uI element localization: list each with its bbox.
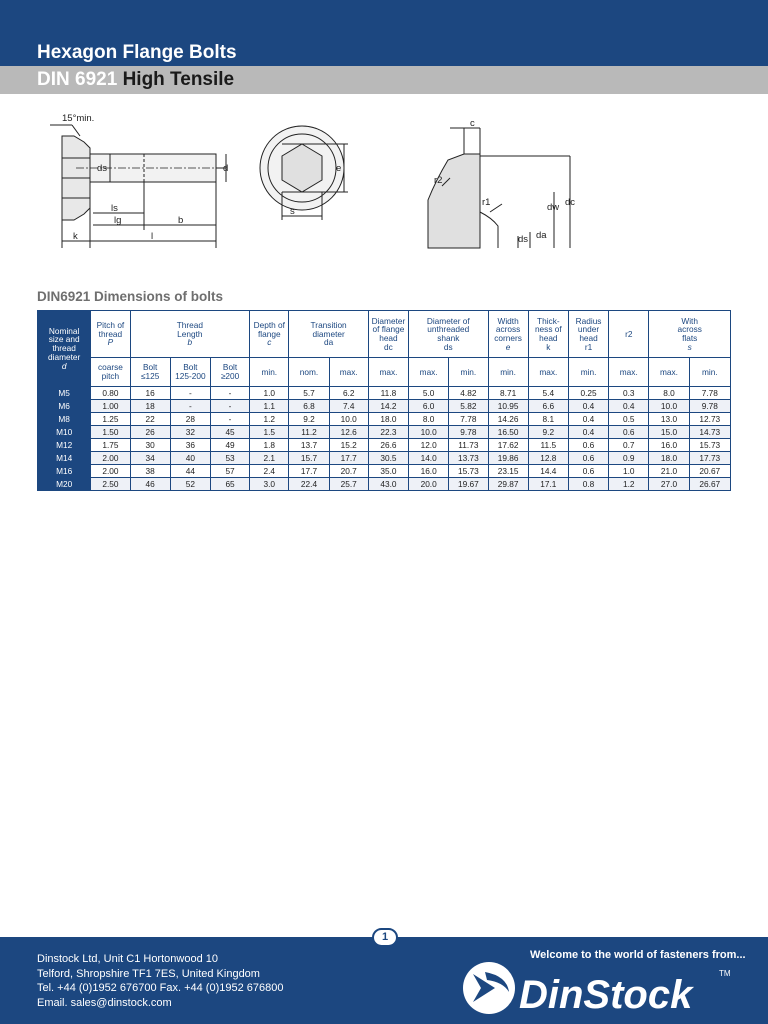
size-cell: M8 bbox=[38, 413, 91, 426]
value-cell: 20.7 bbox=[329, 465, 368, 478]
value-cell: 17.62 bbox=[488, 439, 528, 452]
size-cell: M6 bbox=[38, 400, 91, 413]
value-cell: 1.50 bbox=[91, 426, 130, 439]
value-cell: 18.0 bbox=[649, 452, 689, 465]
value-cell: 1.0 bbox=[250, 387, 289, 400]
subtitle-band bbox=[0, 66, 768, 94]
value-cell: 9.78 bbox=[449, 426, 488, 439]
value-cell: 21.0 bbox=[649, 465, 689, 478]
value-cell: 26.67 bbox=[689, 478, 730, 491]
value-cell: 22.3 bbox=[368, 426, 408, 439]
value-cell: 17.7 bbox=[329, 452, 368, 465]
table-row bbox=[38, 413, 731, 426]
value-cell: 6.8 bbox=[289, 400, 329, 413]
value-cell: 0.3 bbox=[609, 387, 649, 400]
dinstock-logo bbox=[459, 952, 739, 1018]
value-cell: 15.7 bbox=[289, 452, 329, 465]
header-flange-diameter: Diameter of flange head dc bbox=[368, 311, 408, 358]
subheader-corners-min: min. bbox=[488, 358, 528, 387]
subheader-transition-nom: nom. bbox=[289, 358, 329, 387]
subheader-radius-min: min. bbox=[568, 358, 608, 387]
value-cell: 1.1 bbox=[250, 400, 289, 413]
value-cell: 5.7 bbox=[289, 387, 329, 400]
value-cell: 11.5 bbox=[528, 439, 568, 452]
size-cell: M14 bbox=[38, 452, 91, 465]
value-cell: 1.75 bbox=[91, 439, 130, 452]
value-cell: 9.2 bbox=[289, 413, 329, 426]
value-cell: 57 bbox=[210, 465, 249, 478]
subheader-depth-min: min. bbox=[250, 358, 289, 387]
value-cell: 0.4 bbox=[568, 400, 608, 413]
value-cell: 38 bbox=[130, 465, 170, 478]
table-row bbox=[38, 452, 731, 465]
trademark-mark: TM bbox=[719, 969, 731, 978]
section-title: DIN6921 Dimensions of bolts bbox=[37, 289, 224, 304]
label-d: d bbox=[223, 163, 229, 174]
value-cell: 15.73 bbox=[449, 465, 488, 478]
value-cell: 30.5 bbox=[368, 452, 408, 465]
value-cell: 1.5 bbox=[250, 426, 289, 439]
header-shank-diameter: Diameter of unthreaded shank ds bbox=[409, 311, 488, 358]
value-cell: 34 bbox=[130, 452, 170, 465]
value-cell: 1.00 bbox=[91, 400, 130, 413]
value-cell: 5.0 bbox=[409, 387, 449, 400]
value-cell: 1.8 bbox=[250, 439, 289, 452]
value-cell: 26 bbox=[130, 426, 170, 439]
value-cell: 49 bbox=[210, 439, 249, 452]
value-cell: 2.4 bbox=[250, 465, 289, 478]
value-cell: 16.50 bbox=[488, 426, 528, 439]
label-dw: dw bbox=[547, 202, 560, 213]
value-cell: 32 bbox=[170, 426, 210, 439]
standard-label: DIN 6921 bbox=[37, 69, 118, 90]
value-cell: 19.86 bbox=[488, 452, 528, 465]
subheader-bolt-200: Bolt ≥200 bbox=[210, 358, 249, 387]
label-angle: 15°min. bbox=[62, 113, 95, 124]
header-head-thickness: Thick- ness of head k bbox=[528, 311, 568, 358]
value-cell: 14.26 bbox=[488, 413, 528, 426]
value-cell: 14.2 bbox=[368, 400, 408, 413]
value-cell: 8.0 bbox=[649, 387, 689, 400]
value-cell: - bbox=[170, 400, 210, 413]
table-row bbox=[38, 426, 731, 439]
label-ls: ls bbox=[111, 203, 118, 214]
value-cell: 12.0 bbox=[409, 439, 449, 452]
value-cell: 18.0 bbox=[368, 413, 408, 426]
subheader-transition-max: max. bbox=[329, 358, 368, 387]
value-cell: 9.2 bbox=[528, 426, 568, 439]
value-cell: 16 bbox=[130, 387, 170, 400]
header-r2: r2 bbox=[609, 311, 649, 358]
table-row bbox=[38, 400, 731, 413]
value-cell: 23.15 bbox=[488, 465, 528, 478]
value-cell: 0.6 bbox=[568, 439, 608, 452]
value-cell: 28 bbox=[170, 413, 210, 426]
value-cell: 27.0 bbox=[649, 478, 689, 491]
value-cell: 7.4 bbox=[329, 400, 368, 413]
value-cell: 10.95 bbox=[488, 400, 528, 413]
subheader-shank-min: min. bbox=[449, 358, 488, 387]
value-cell: 14.0 bbox=[409, 452, 449, 465]
value-cell: 11.2 bbox=[289, 426, 329, 439]
address-line: Telford, Shropshire TF1 7ES, United Kingdom bbox=[37, 967, 260, 980]
value-cell: 17.1 bbox=[528, 478, 568, 491]
value-cell: 1.2 bbox=[250, 413, 289, 426]
value-cell: 22.4 bbox=[289, 478, 329, 491]
value-cell: 9.78 bbox=[689, 400, 730, 413]
value-cell: 1.2 bbox=[609, 478, 649, 491]
value-cell: 20.67 bbox=[689, 465, 730, 478]
value-cell: 10.0 bbox=[649, 400, 689, 413]
value-cell: 10.0 bbox=[409, 426, 449, 439]
table-row bbox=[38, 439, 731, 452]
value-cell: 0.9 bbox=[609, 452, 649, 465]
label-dc: dc bbox=[565, 197, 576, 208]
grade-label: High Tensile bbox=[122, 69, 235, 90]
value-cell: 6.0 bbox=[409, 400, 449, 413]
header-width-across-corners: Width across corners e bbox=[488, 311, 528, 358]
value-cell: 0.5 bbox=[609, 413, 649, 426]
value-cell: 3.0 bbox=[250, 478, 289, 491]
value-cell: 13.7 bbox=[289, 439, 329, 452]
value-cell: 17.7 bbox=[289, 465, 329, 478]
value-cell: 14.73 bbox=[689, 426, 730, 439]
value-cell: 8.1 bbox=[528, 413, 568, 426]
page-title: Hexagon Flange Bolts bbox=[37, 42, 237, 63]
value-cell: 16.0 bbox=[409, 465, 449, 478]
header-thread-length: Thread Length b bbox=[130, 311, 250, 358]
value-cell: 15.73 bbox=[689, 439, 730, 452]
page-header bbox=[0, 0, 768, 94]
bolt-technical-drawings bbox=[30, 108, 600, 258]
address-line: Dinstock Ltd, Unit C1 Hortonwood 10 bbox=[37, 953, 218, 965]
header-pitch: Pitch of thread P bbox=[91, 311, 130, 358]
label-lg: lg bbox=[114, 215, 122, 226]
subheader-flats-max: max. bbox=[649, 358, 689, 387]
page-footer bbox=[0, 937, 768, 1024]
value-cell: 53 bbox=[210, 452, 249, 465]
value-cell: 0.4 bbox=[609, 400, 649, 413]
page-subtitle bbox=[37, 69, 234, 91]
logo-wordmark: DinStock bbox=[519, 973, 693, 1017]
subheader-bolt-125-200: Bolt 125-200 bbox=[170, 358, 210, 387]
value-cell: 14.4 bbox=[528, 465, 568, 478]
flange-detail-drawing bbox=[428, 128, 570, 248]
value-cell: 1.25 bbox=[91, 413, 130, 426]
contact-email: Email. sales@dinstock.com bbox=[37, 996, 172, 1009]
value-cell: 13.73 bbox=[449, 452, 488, 465]
value-cell: 65 bbox=[210, 478, 249, 491]
value-cell: 15.2 bbox=[329, 439, 368, 452]
table-row bbox=[38, 478, 731, 491]
subheader-coarse-pitch: coarse pitch bbox=[91, 358, 130, 387]
value-cell: 44 bbox=[170, 465, 210, 478]
contact-phone: Tel. +44 (0)1952 676700 Fax. +44 (0)1952 676800 bbox=[37, 982, 284, 994]
value-cell: 15.0 bbox=[649, 426, 689, 439]
label-b: b bbox=[178, 215, 184, 226]
table-body bbox=[38, 387, 731, 491]
subheader-thickness-max: max. bbox=[528, 358, 568, 387]
size-cell: M10 bbox=[38, 426, 91, 439]
value-cell: 0.4 bbox=[568, 426, 608, 439]
value-cell: 40 bbox=[170, 452, 210, 465]
table-row bbox=[38, 465, 731, 478]
header-depth-of-flange: Depth of flange c bbox=[250, 311, 289, 358]
value-cell: 18 bbox=[130, 400, 170, 413]
table-row bbox=[38, 387, 731, 400]
value-cell: 6.2 bbox=[329, 387, 368, 400]
value-cell: 4.82 bbox=[449, 387, 488, 400]
value-cell: 0.25 bbox=[568, 387, 608, 400]
value-cell: 8.0 bbox=[409, 413, 449, 426]
header-width-across-flats: With across flats s bbox=[649, 311, 731, 358]
value-cell: 36 bbox=[170, 439, 210, 452]
value-cell: 16.0 bbox=[649, 439, 689, 452]
value-cell: 26.6 bbox=[368, 439, 408, 452]
value-cell: 35.0 bbox=[368, 465, 408, 478]
value-cell: 52 bbox=[170, 478, 210, 491]
header-nominal-size: Nominal size and thread diameter d bbox=[38, 311, 91, 387]
label-da: da bbox=[536, 230, 547, 241]
subheader-shank-max: max. bbox=[409, 358, 449, 387]
value-cell: 13.0 bbox=[649, 413, 689, 426]
header-radius-under-head: Radius under head r1 bbox=[568, 311, 608, 358]
value-cell: 0.6 bbox=[568, 452, 608, 465]
subheader-flats-min: min. bbox=[689, 358, 730, 387]
page-number: 1 bbox=[372, 928, 398, 947]
value-cell: 22 bbox=[130, 413, 170, 426]
value-cell: 10.0 bbox=[329, 413, 368, 426]
header-transition-diameter: Transition diameter da bbox=[289, 311, 368, 358]
value-cell: 2.50 bbox=[91, 478, 130, 491]
value-cell: 0.6 bbox=[609, 426, 649, 439]
top-view-drawing bbox=[260, 126, 348, 220]
label-s: s bbox=[290, 206, 295, 217]
value-cell: 7.78 bbox=[449, 413, 488, 426]
size-cell: M20 bbox=[38, 478, 91, 491]
value-cell: 1.0 bbox=[609, 465, 649, 478]
value-cell: 12.6 bbox=[329, 426, 368, 439]
value-cell: 0.80 bbox=[91, 387, 130, 400]
value-cell: 11.73 bbox=[449, 439, 488, 452]
side-view-drawing bbox=[50, 125, 229, 248]
value-cell: - bbox=[170, 387, 210, 400]
value-cell: 11.8 bbox=[368, 387, 408, 400]
value-cell: 7.78 bbox=[689, 387, 730, 400]
value-cell: 17.73 bbox=[689, 452, 730, 465]
value-cell: 30 bbox=[130, 439, 170, 452]
value-cell: - bbox=[210, 387, 249, 400]
size-cell: M5 bbox=[38, 387, 91, 400]
label-ds: ds bbox=[97, 163, 108, 174]
value-cell: 0.6 bbox=[568, 465, 608, 478]
value-cell: 25.7 bbox=[329, 478, 368, 491]
company-address bbox=[37, 952, 283, 1010]
label-r2: r2 bbox=[434, 175, 443, 186]
subheader-r2-max: max. bbox=[609, 358, 649, 387]
subheader-flange-max: max. bbox=[368, 358, 408, 387]
value-cell: - bbox=[210, 413, 249, 426]
value-cell: 2.1 bbox=[250, 452, 289, 465]
swoosh-icon bbox=[463, 962, 515, 1014]
value-cell: 0.8 bbox=[568, 478, 608, 491]
value-cell: 5.82 bbox=[449, 400, 488, 413]
value-cell: 45 bbox=[210, 426, 249, 439]
value-cell: 20.0 bbox=[409, 478, 449, 491]
value-cell: 19.67 bbox=[449, 478, 488, 491]
label-ds-detail: ds bbox=[518, 234, 529, 245]
value-cell: 29.87 bbox=[488, 478, 528, 491]
label-k: k bbox=[73, 231, 78, 242]
value-cell: 2.00 bbox=[91, 452, 130, 465]
value-cell: 0.7 bbox=[609, 439, 649, 452]
value-cell: 43.0 bbox=[368, 478, 408, 491]
subheader-bolt-125: Bolt ≤125 bbox=[130, 358, 170, 387]
label-r1: r1 bbox=[482, 197, 491, 208]
label-c: c bbox=[470, 118, 475, 129]
value-cell: 2.00 bbox=[91, 465, 130, 478]
value-cell: 0.4 bbox=[568, 413, 608, 426]
value-cell: 12.73 bbox=[689, 413, 730, 426]
value-cell: 5.4 bbox=[528, 387, 568, 400]
value-cell: 12.8 bbox=[528, 452, 568, 465]
footer-tagline: Welcome to the world of fasteners from... bbox=[530, 949, 746, 961]
dimensions-table bbox=[37, 310, 731, 491]
value-cell: 46 bbox=[130, 478, 170, 491]
value-cell: 6.6 bbox=[528, 400, 568, 413]
size-cell: M16 bbox=[38, 465, 91, 478]
value-cell: 8.71 bbox=[488, 387, 528, 400]
label-l: l bbox=[151, 231, 154, 242]
size-cell: M12 bbox=[38, 439, 91, 452]
label-e: e bbox=[336, 163, 342, 174]
value-cell: - bbox=[210, 400, 249, 413]
